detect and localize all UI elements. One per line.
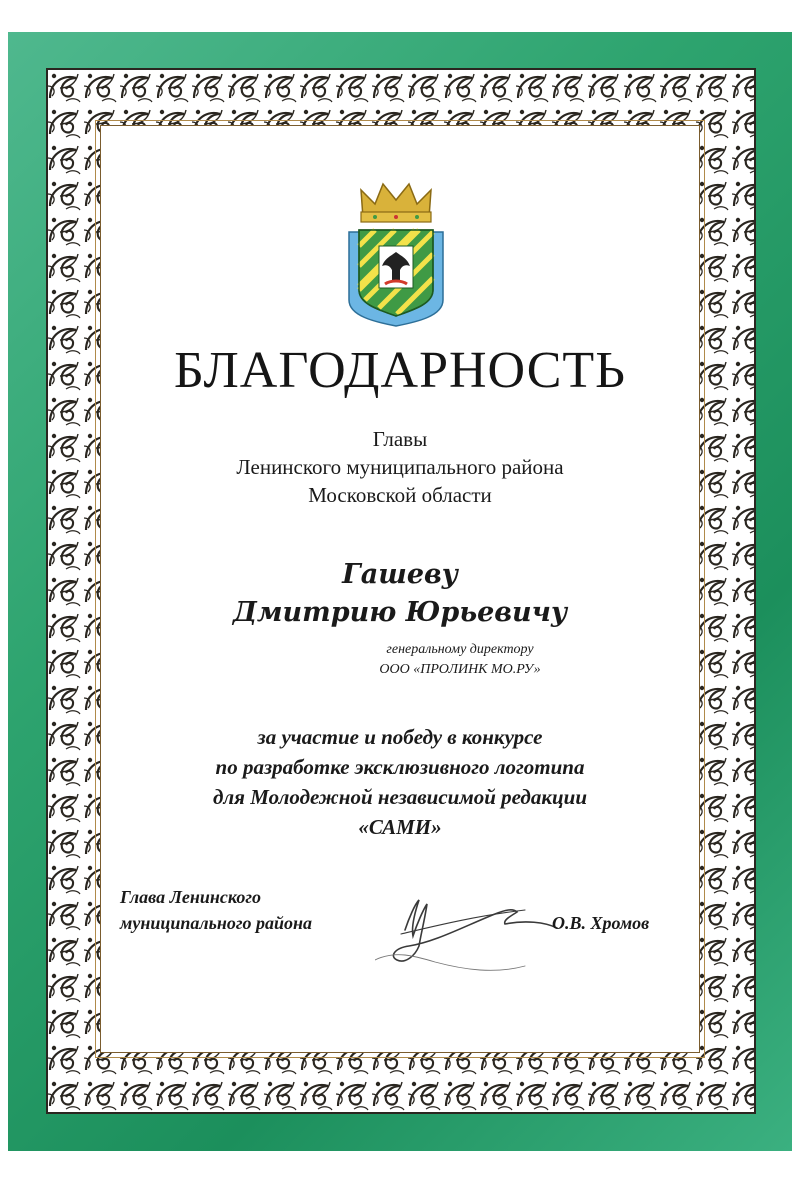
signatory-role [120,884,312,936]
reason-line: за участие и победу в конкурсе [257,725,543,749]
handwritten-signature-icon [375,890,560,980]
signatory-role-line: муниципального района [120,913,312,933]
recipient-name [100,556,700,632]
issuer-line: Московской области [308,483,492,507]
award-reason [100,722,700,842]
recipient-surname: Гашеву [342,559,458,590]
company-name: ООО «ПРОЛИНК МО.РУ» [379,662,541,677]
reason-line: для Молодежной независимой редакции [212,785,588,809]
issuer-block [100,425,700,509]
coat-of-arms-icon [345,176,447,328]
document-title: БЛАГОДАРНОСТЬ [173,342,627,399]
reason-line: по разработке эксклюзивного логотипа [215,755,585,779]
signatory-name: О.В. Хромов [552,913,650,933]
issuer-line: Ленинского муниципального района [236,455,564,479]
recipient-name-patronymic: Дмитрию Юрьевичу [232,597,568,628]
recipient-position [100,640,700,680]
issuer-line: Главы [372,427,428,451]
signatory-role-line: Глава Ленинского [120,887,261,907]
reason-line: «САМИ» [358,815,442,839]
position-title: генеральному директору [386,642,534,657]
